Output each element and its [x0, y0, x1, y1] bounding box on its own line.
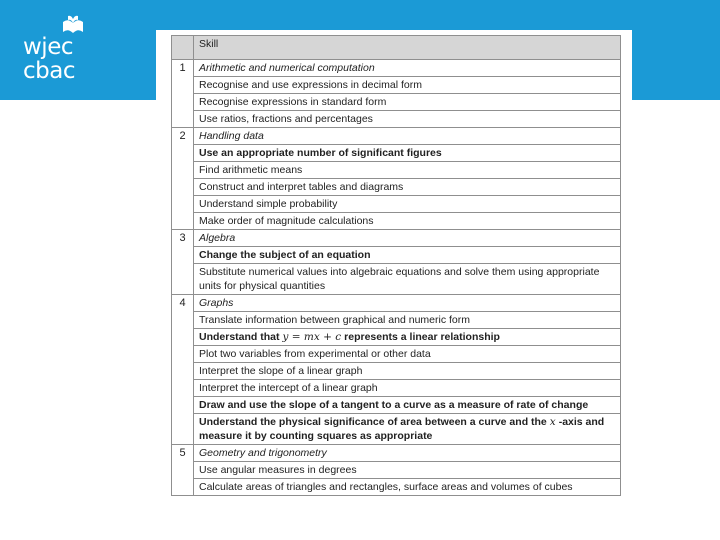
skill-row	[172, 213, 621, 230]
section-row	[172, 295, 621, 312]
section-number: 5	[172, 445, 194, 496]
skill-text: Substitute numerical values into algebraic equations and solve them using appropriate units for physical quantities	[194, 264, 621, 295]
skill-row	[172, 363, 621, 380]
skill-row	[172, 414, 621, 445]
skill-row	[172, 397, 621, 414]
wjec-cbac-logo[interactable]	[20, 14, 90, 84]
skill-text-part: -axis and measure it by counting squares as appropriate	[199, 416, 605, 442]
skill-text	[194, 414, 621, 445]
section-number: 4	[172, 295, 194, 445]
skill-row	[172, 77, 621, 94]
skill-text: Use an appropriate number of significant figures	[194, 145, 621, 162]
skill-row	[172, 329, 621, 346]
table-header-row	[172, 36, 621, 60]
skill-text: Interpret the intercept of a linear graph	[194, 380, 621, 397]
skill-text: Make order of magnitude calculations	[194, 213, 621, 230]
section-row	[172, 445, 621, 462]
skill-row	[172, 111, 621, 128]
section-number: 2	[172, 128, 194, 230]
math-expression: y = mx + c	[282, 331, 342, 343]
logo-text-cbac: cbac	[23, 58, 75, 84]
skill-row	[172, 312, 621, 329]
skill-text: Use angular measures in degrees	[194, 462, 621, 479]
skill-text: Recognise and use expressions in decimal form	[194, 77, 621, 94]
skill-text: Recognise expressions in standard form	[194, 94, 621, 111]
logo-text-wjec: wjec	[23, 34, 73, 60]
section-title: Graphs	[194, 295, 621, 312]
skill-row	[172, 162, 621, 179]
skills-table	[171, 35, 621, 496]
section-title: Arithmetic and numerical computation	[194, 60, 621, 77]
skill-text: Construct and interpret tables and diagrams	[194, 179, 621, 196]
book-icon	[61, 14, 85, 36]
skill-row	[172, 346, 621, 363]
skill-row	[172, 462, 621, 479]
document-page	[156, 30, 632, 540]
section-row	[172, 60, 621, 77]
skill-row	[172, 264, 621, 295]
skill-text: Use ratios, fractions and percentages	[194, 111, 621, 128]
skill-text: Calculate areas of triangles and rectangles, surface areas and volumes of cubes	[194, 479, 621, 496]
section-title: Algebra	[194, 230, 621, 247]
skill-row	[172, 479, 621, 496]
skill-text: Plot two variables from experimental or other data	[194, 346, 621, 363]
skill-text: Draw and use the slope of a tangent to a curve as a measure of rate of change	[194, 397, 621, 414]
skill-row	[172, 145, 621, 162]
section-number: 3	[172, 230, 194, 295]
skill-row	[172, 380, 621, 397]
skill-row	[172, 247, 621, 264]
skill-row	[172, 196, 621, 213]
section-title: Geometry and trigonometry	[194, 445, 621, 462]
section-row	[172, 128, 621, 145]
skill-row	[172, 179, 621, 196]
header-skill-cell: Skill	[194, 36, 621, 60]
section-number: 1	[172, 60, 194, 128]
skill-text-part: Understand the physical significance of area between a curve and the	[199, 416, 547, 428]
skill-text-part: Understand that	[199, 331, 280, 343]
math-expression: x	[549, 416, 556, 428]
skill-text: Change the subject of an equation	[194, 247, 621, 264]
section-row	[172, 230, 621, 247]
skill-row	[172, 94, 621, 111]
skill-text: Find arithmetic means	[194, 162, 621, 179]
header-number-cell	[172, 36, 194, 60]
skills-table-body	[172, 36, 621, 496]
skill-text-part: represents a linear relationship	[344, 331, 500, 343]
skill-text: Understand simple probability	[194, 196, 621, 213]
skill-text: Translate information between graphical and numeric form	[194, 312, 621, 329]
skill-text	[194, 329, 621, 346]
skill-text: Interpret the slope of a linear graph	[194, 363, 621, 380]
section-title: Handling data	[194, 128, 621, 145]
